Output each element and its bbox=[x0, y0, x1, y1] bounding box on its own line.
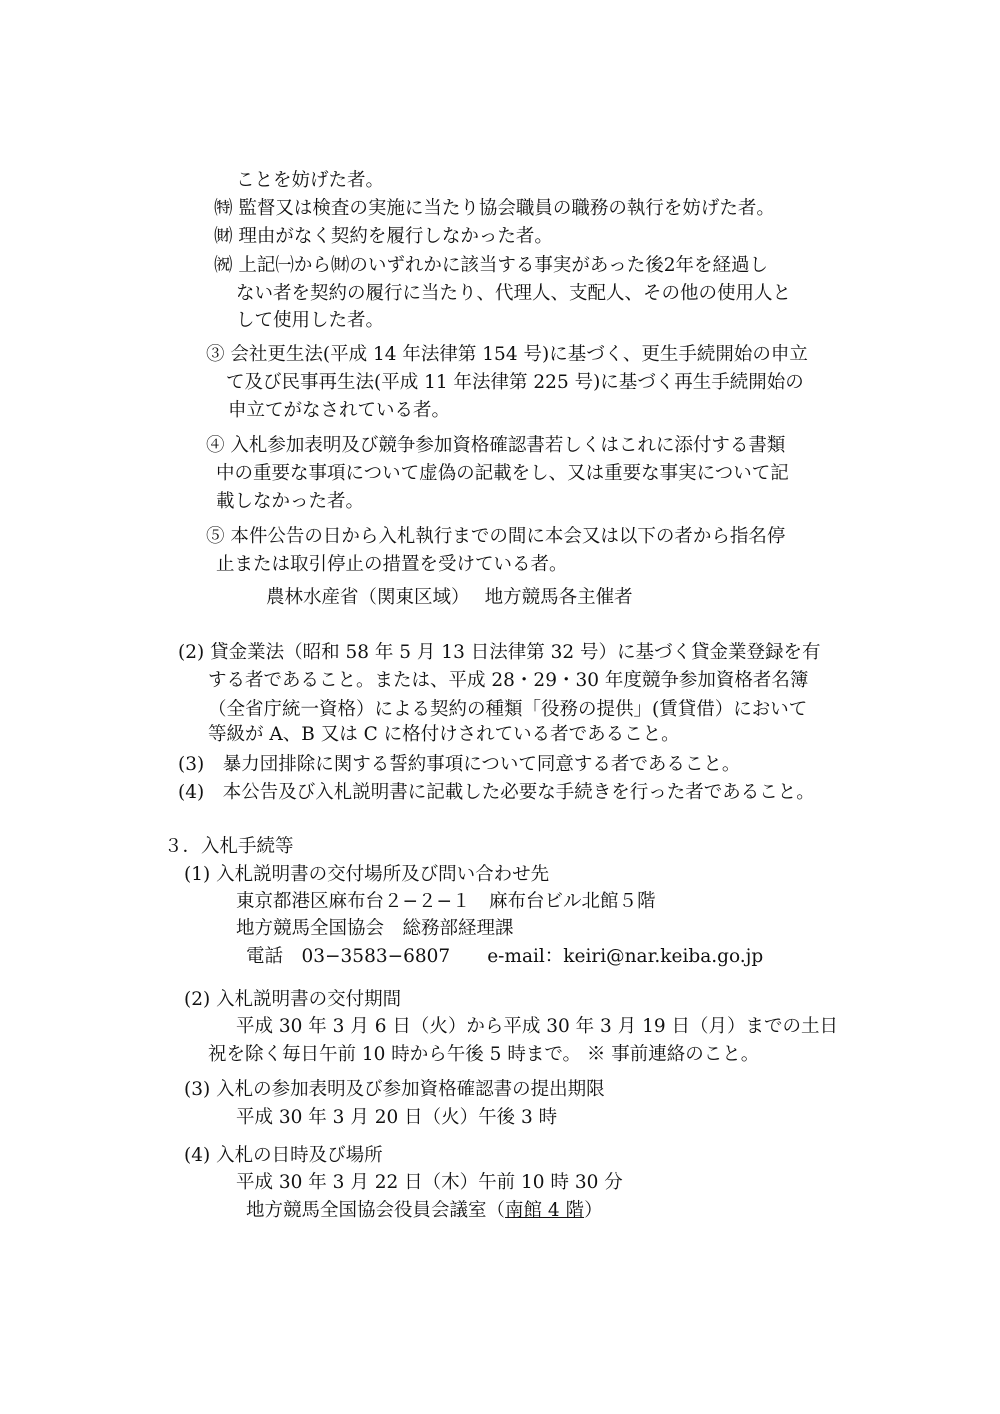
subsection-1-title: (1) 入札説明書の交付場所及び問い合わせ先 bbox=[184, 864, 550, 885]
location-suffix: ） bbox=[584, 1200, 603, 1221]
subsection-3-title: (3) 入札の参加表明及び参加資格確認書の提出期限 bbox=[184, 1079, 605, 1100]
text-line: する者であること。または、平成 28・29・30 年度競争参加資格者名簿 bbox=[208, 670, 809, 691]
organization: 地方競馬全国協会 総務部経理課 bbox=[236, 918, 514, 939]
text-line: て及び民事再生法(平成 11 年法律第 225 号)に基づく再生手続開始の bbox=[226, 372, 804, 393]
text-line: 平成 30 年 3 月 6 日（火）から平成 30 年 3 月 19 日（月）までの土日 bbox=[236, 1016, 839, 1037]
list-item-o: ㈶ 理由がなく契約を履行しなかった者。 bbox=[214, 226, 553, 247]
paragraph-4: (4) 本公告及び入札説明書に記載した必要な手続きを行った者であること。 bbox=[178, 782, 815, 803]
list-item-ka: ㈷ 上記㈠から㈶のいずれかに該当する事実があった後2年を経過し bbox=[214, 255, 768, 276]
paragraph-3: (3) 暴力団排除に関する誓約事項について同意する者であること。 bbox=[178, 754, 741, 775]
clause-5: ⑤ 本件公告の日から入札執行までの間に本会又は以下の者から指名停 bbox=[206, 526, 786, 547]
text-line: 中の重要な事項について虚偽の記載をし、又は重要な事実について記 bbox=[216, 463, 789, 484]
subsection-4-title: (4) 入札の日時及び場所 bbox=[184, 1145, 383, 1166]
location-text: 地方競馬全国協会役員会議室（ bbox=[246, 1200, 506, 1221]
bid-location bbox=[246, 1198, 603, 1224]
text-line: ことを妨げた者。 bbox=[236, 170, 385, 191]
text-line: ない者を契約の履行に当たり、代理人、支配人、その他の使用人と bbox=[236, 283, 792, 304]
bid-datetime: 平成 30 年 3 月 22 日（木）午前 10 時 30 分 bbox=[236, 1172, 623, 1193]
issuer-list: 農林水産省（関東区域） 地方競馬各主催者 bbox=[266, 587, 633, 608]
text-line: 申立てがなされている者。 bbox=[228, 400, 451, 421]
text-line: （全省庁統一資格）による契約の種類「役務の提供」(賃貸借）において bbox=[208, 699, 808, 720]
text-line: 祝を除く毎日午前 10 時から午後 5 時まで。 ※ 事前連絡のこと。 bbox=[208, 1044, 760, 1065]
address: 東京都港区麻布台２−２−１ 麻布台ビル北館５階 bbox=[236, 891, 656, 912]
subsection-2-title: (2) 入札説明書の交付期間 bbox=[184, 989, 402, 1010]
text-line: 止または取引停止の措置を受けている者。 bbox=[216, 554, 568, 575]
location-underlined: 南館 4 階 bbox=[505, 1200, 585, 1221]
paragraph-2: (2) 貸金業法（昭和 58 年 5 月 13 日法律第 32 号）に基づく貸金業登録を有 bbox=[178, 642, 821, 663]
text-line: 載しなかった者。 bbox=[216, 491, 365, 512]
deadline: 平成 30 年 3 月 20 日（火）午後 3 時 bbox=[236, 1107, 558, 1128]
clause-4: ④ 入札参加表明及び競争参加資格確認書若しくはこれに添付する書類 bbox=[206, 435, 786, 456]
section-heading: ３．入札手続等 bbox=[164, 836, 294, 857]
clause-3: ③ 会社更生法(平成 14 年法律第 154 号)に基づく、更生手続開始の申立 bbox=[206, 344, 808, 365]
text-line: 等級が A、B 又は C に格付けされている者であること。 bbox=[208, 724, 680, 745]
list-item-e: ㈵ 監督又は検査の実施に当たり協会職員の職務の執行を妨げた者。 bbox=[214, 198, 775, 219]
text-line: して使用した者。 bbox=[236, 310, 385, 331]
contact-info: 電話 03−3583−6807 e-mail：keiri@nar.keiba.go.jp bbox=[246, 946, 764, 967]
